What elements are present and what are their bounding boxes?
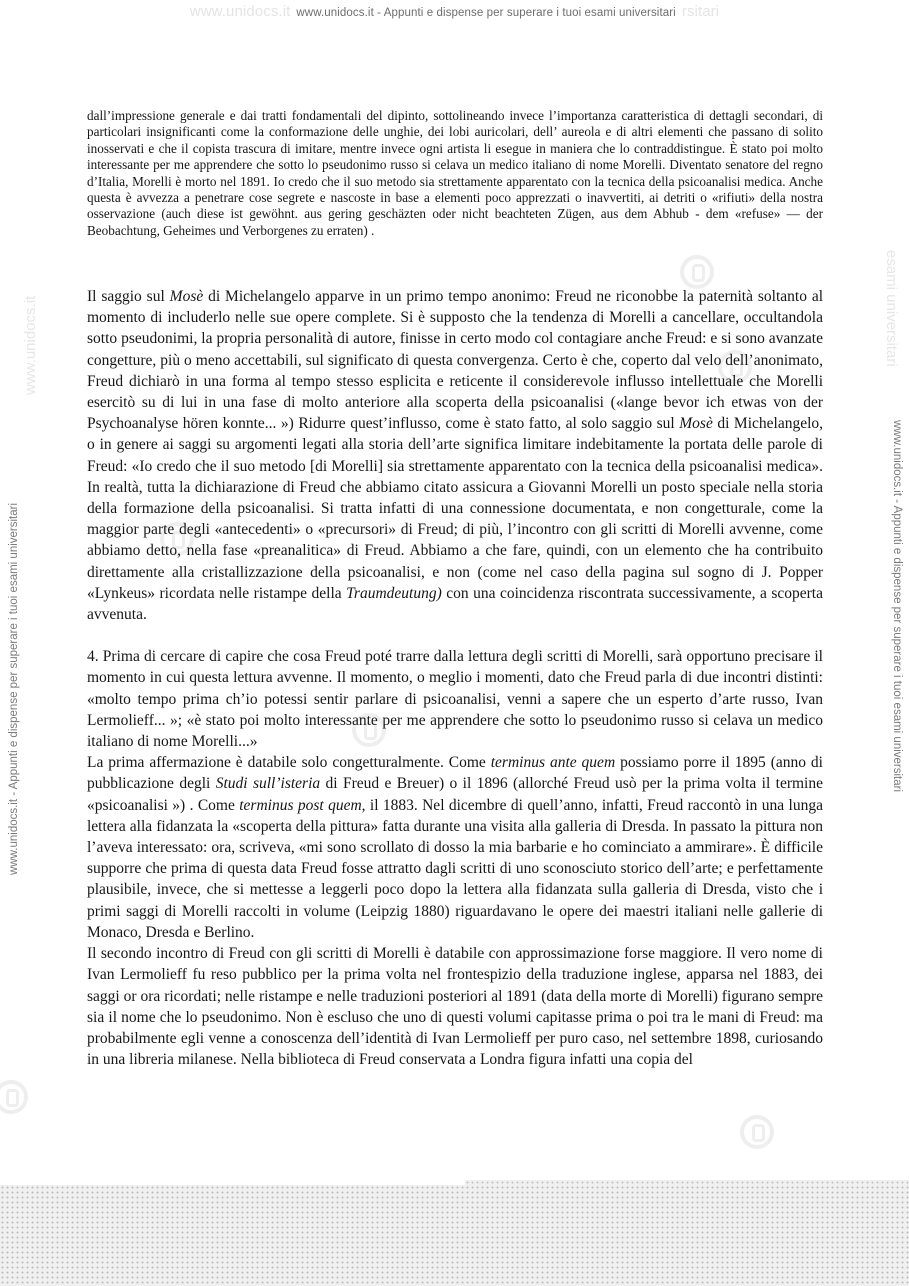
italic-title: Traumdeutung) bbox=[346, 584, 442, 602]
italic-title: Studi sull’isteria bbox=[215, 775, 321, 793]
watermark-logo-icon bbox=[680, 255, 714, 289]
watermark-ghost-left: www.unidocs.it bbox=[189, 3, 291, 20]
text-run: di Michelangelo apparve in un primo tempo anonimo: Freud ne riconobbe la paternità soltanto al momento di includerlo nelle sue opere complete. Si è supposto che la tendenza di Morelli a cancellare, occultandola sotto pseudonimi, la propria personalità di autore, finisse in certo modo col contagiare anche Freud: e si sono avanzate congetture, più o meno accettabili, sul significato di questa convergenza. Certo è che, coperto dal velo dell’anonimato, Freud dichiarò in una forma al tempo stesso esplicita e reticente il considerevole influsso intellettuale che Morelli esercitò su di lui in una fase di molto anteriore alla scoperta della psicoanalisi («lange bevor ich etwas von der Psychoanalyse hören konnte... ») Ridurre quest’influsso, come è stato fatto, al solo saggio sul bbox=[87, 288, 823, 433]
text-run: La prima affermazione è databile solo congetturalmente. Come bbox=[87, 754, 491, 772]
watermark-right: www.unidocs.it - Appunti e dispense per superare i tuoi esami universitari bbox=[891, 420, 903, 793]
quoted-passage bbox=[87, 108, 823, 239]
watermark-left: www.unidocs.it - Appunti e dispense per superare i tuoi esami universitari bbox=[8, 502, 20, 875]
italic-title: Mosè bbox=[169, 288, 204, 305]
watermark-top bbox=[0, 3, 909, 20]
watermark-logo-icon bbox=[740, 1115, 774, 1149]
watermark-logo-icon bbox=[0, 1080, 28, 1114]
watermark-ghost-right: rsitari bbox=[681, 3, 720, 20]
document-body bbox=[87, 286, 823, 1070]
paragraph-section-4: 4. Prima di cercare di capire che cosa Freud poté trarre dalla lettura degli scritti di Morelli, sarà opportuno precisare il momento in cui questa lettura avvenne. Il momento, o meglio i momenti, dato che Freud parla di due incontri distinti: «molto tempo prima ch’io potessi sentir parlare di psicoanalisi, venni a sapere che un esperto d’arte russo, Ivan Lermolieff... »; «è stato poi molto interessante per me apprendere che sotto lo pseudonimo russo si celava un medico italiano di nome Morelli...» bbox=[87, 648, 823, 751]
page-bottom-pattern bbox=[0, 1185, 909, 1286]
text-run: di Freud e Breuer) o il 1896 (allorché Freud usò per la prima volta il termine «psicoanalisi ») . Come bbox=[87, 775, 823, 814]
paragraph-mose bbox=[87, 286, 823, 625]
italic-term: terminus ante quem bbox=[490, 754, 616, 772]
watermark-top-text: www.unidocs.it - Appunti e dispense per superare i tuoi esami universitari bbox=[296, 7, 676, 19]
watermark-right-ghost: esami universitari bbox=[883, 250, 900, 367]
italic-term: terminus post quem, bbox=[239, 796, 366, 814]
watermark-left-ghost: www.unidocs.it bbox=[22, 295, 39, 395]
text-run: Il saggio sul bbox=[87, 288, 170, 305]
paragraph-secondo-incontro: Il secondo incontro di Freud con gli scritti di Morelli è databile con approssimazione forse maggiore. Il vero nome di Ivan Lermolieff fu reso pubblico per la prima volta nel frontespizio della traduzione inglese, apparsa nel 1883, dei saggi or ora ricordati; nelle ristampe e nelle traduzioni posteriori al 1891 (data della morte di Morelli) figurano sempre sia il nome che lo pseudonimo. Non è escluso che uno di questi volumi capitasse prima o poi tra le mani di Freud: ma probabilmente egli venne a conoscenza dell’identità di Ivan Lermolieff per puro caso, nel settembre 1898, curiosando in una libreria milanese. Nella biblioteca di Freud conservata a Londra figura infatti una copia del bbox=[87, 945, 823, 1069]
text-run: di Michelangelo, o in genere ai saggi su argomenti legati alla storia dell’arte significa limitare indebitamente la portata delle parole di Freud: «Io credo che il suo metodo [di Morelli] sia strettamente apparentato con la tecnica della psicoanalisi medica». In realtà, tutta la dichiarazione di Freud che abbiamo citato assicura a Giovanni Morelli un posto speciale nella storia della formazione della psicoanalisi. Si tratta infatti di una connessione documentata, e non congetturale, come la maggior parte degli «antecedenti» o «precursori» di Freud; di più, l’incontro con gli scritti di Morelli avvenne, come abbiamo detto, nella fase «preanalitica» di Freud. Abbiamo a che fare, quindi, con un elemento che ha contribuito direttamente alla cristallizzazione della psicoanalisi, e non (come nel caso della pagina sul sogno di J. Popper «Lynkeus» ricordata nelle ristampe della bbox=[87, 415, 824, 602]
text-run: possiamo porre il 1895 (anno di pubblicazione degli bbox=[87, 754, 823, 793]
paragraph-prima-affermazione bbox=[87, 752, 823, 943]
text-run: il 1883. Nel dicembre di quell’anno, infatti, Freud raccontò in una lunga lettera alla fidanzata la «scoperta della pittura» fatta durante una visita alla galleria di Dresda. In passato la pittura non l’aveva interessato: ora, scriveva, «mi sono scrollato di dosso la mia barbarie e ho cominciato a ammirare». È difficile supporre che prima di questa data Freud fosse attratto dagli scritti di uno sconosciuto storico dell’arte; e perfettamente plausibile, invece, che si mettesse a leggerli poco dopo la lettera alla fidanzata sulla galleria di Dresda, visto che i primi saggi di Morelli raccolti in volume (Leipzig 1880) riguardavano le opere dei maestri italiani nelle gallerie di Monaco, Dresda e Berlino. bbox=[87, 796, 823, 941]
italic-title: Mosè bbox=[679, 415, 713, 433]
quote-text: dall’impressione generale e dai tratti fondamentali del dipinto, sottolineando invece l’importanza caratteristica di dettagli secondari, di particolari insignificanti come la conformazione delle unghie, dei lobi auricolari, dell’ aureola e di altri elementi che passano di solito inosservati e che il copista trascura di imitare, mentre invece ogni artista li esegue in maniera che lo contraddistingue. È stato poi molto interessante per me apprendere che sotto lo pseudonimo russo si celava un medico italiano di nome Morelli. Diventato senatore del regno d’Italia, Morelli è morto nel 1891. Io credo che il suo metodo sia strettamente apparentato con la tecnica della psicoanalisi medica. Anche questa è avvezza a penetrare cose segrete e nascoste in base a elementi poco apprezzati o inavvertiti, ai detriti o «rifiuti» della nostra osservazione (auch diese ist gewöhnt. aus gering geschäzten oder nicht beachteten Zügen, aus dem Abhub - dem «refuse» — der Beobachtung, Geheimes und Verborgenes zu erraten) . bbox=[87, 108, 823, 238]
text-run: con una coincidenza riscontrata successivamente, a scoperta avvenuta. bbox=[87, 584, 823, 624]
